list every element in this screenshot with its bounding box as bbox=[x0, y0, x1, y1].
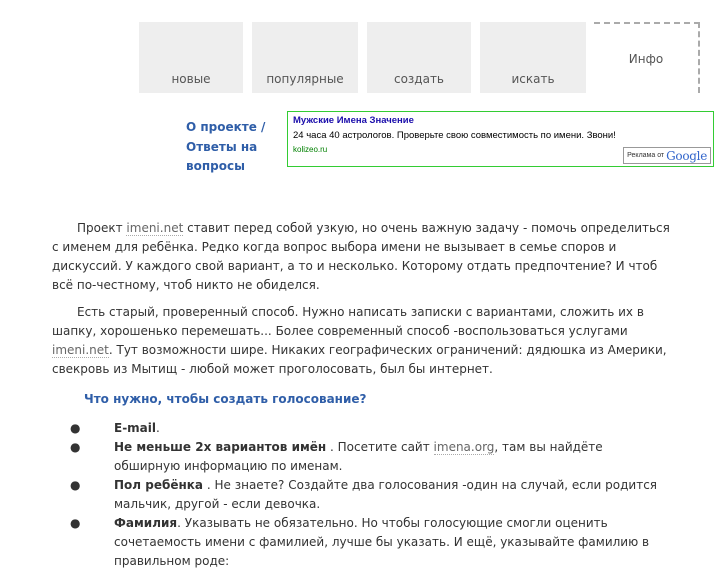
tab-new[interactable]: новые bbox=[139, 22, 243, 93]
req-variants-after: , там вы найдёте обширную информацию по именам. bbox=[114, 440, 603, 473]
tab-info[interactable]: Инфо bbox=[594, 22, 700, 93]
req-surname-text: . Указывать не обязательно. Но чтобы голосующие смогли оценить сочетаемость имени с фамилией, лучше бы указать. И ещё, указывайте фамилию в правильном роде: bbox=[114, 516, 650, 568]
ad-badge[interactable] bbox=[623, 147, 711, 164]
list-item bbox=[52, 419, 670, 438]
p2-text-a: Есть старый, проверенный способ. Нужно написать записки с вариантами, сложить их в шапку, хорошенько перемешать... Более современный способ -воспользоваться услугами bbox=[52, 305, 644, 338]
p1-text-a: Проект bbox=[77, 221, 127, 235]
ad-title[interactable]: Мужские Имена Значение bbox=[293, 115, 414, 126]
ad-url[interactable]: kolizeo.ru bbox=[293, 145, 328, 154]
tab-popular[interactable]: популярные bbox=[252, 22, 358, 93]
create-poll-heading: Что нужно, чтобы создать голосование? bbox=[84, 392, 367, 406]
google-logo: Google bbox=[666, 148, 707, 163]
intro-paragraph-1 bbox=[52, 219, 670, 295]
intro-paragraph-2 bbox=[52, 303, 670, 379]
p1-text-b: ставит перед собой узкую, но очень важную задачу - помочь определиться с именем для ребёнка. Редко когда вопрос выбора имени не вызывает в семье споров и дискуссий. У каждого свой вариант, а то и несколько. Которому отдать предпочтение? И чтоб всё по-честному, чтоб никто не обиделся. bbox=[52, 221, 670, 292]
imeni-link-2[interactable]: imeni.net bbox=[52, 343, 109, 357]
list-item bbox=[52, 476, 670, 514]
req-surname-label: Фамилия bbox=[114, 516, 178, 530]
tab-search[interactable]: искать bbox=[480, 22, 586, 93]
about-faq-link[interactable]: О проекте / Ответы на вопросы bbox=[186, 120, 266, 173]
req-gender-text: . Не знаете? Создайте два голосования -один на случай, если родится мальчик, другой - если девочка. bbox=[114, 478, 658, 511]
bullet-icon: ● bbox=[70, 478, 81, 492]
bullet-icon: ● bbox=[70, 421, 81, 435]
req-email-label: E-mail bbox=[114, 421, 157, 435]
imeni-link-1[interactable]: imeni.net bbox=[126, 221, 184, 235]
ad-badge-prefix: Реклама от bbox=[627, 152, 665, 159]
list-item bbox=[52, 514, 670, 571]
req-gender-label: Пол ребёнка bbox=[114, 478, 204, 492]
req-variants-text: . Посетите сайт bbox=[326, 440, 434, 454]
bullet-icon: ● bbox=[70, 440, 81, 454]
ad-text: 24 часа 40 астрологов. Проверьте свою совместимость по имени. Звони! bbox=[293, 130, 616, 141]
req-variants-label: Не меньше 2х вариантов имён bbox=[114, 440, 327, 454]
bullet-icon: ● bbox=[70, 516, 81, 530]
imena-link[interactable]: imena.org bbox=[433, 440, 495, 454]
req-email-text: . bbox=[156, 421, 160, 435]
p2-text-b: . Тут возможности шире. Никаких географических ограничений: дядюшка из Америки, свекровь из Мытищ - любой может проголосовать, был бы интернет. bbox=[52, 343, 667, 376]
ad-block[interactable] bbox=[287, 111, 714, 167]
list-item bbox=[52, 438, 670, 476]
tab-create[interactable]: создать bbox=[367, 22, 471, 93]
requirements-list bbox=[52, 419, 670, 571]
